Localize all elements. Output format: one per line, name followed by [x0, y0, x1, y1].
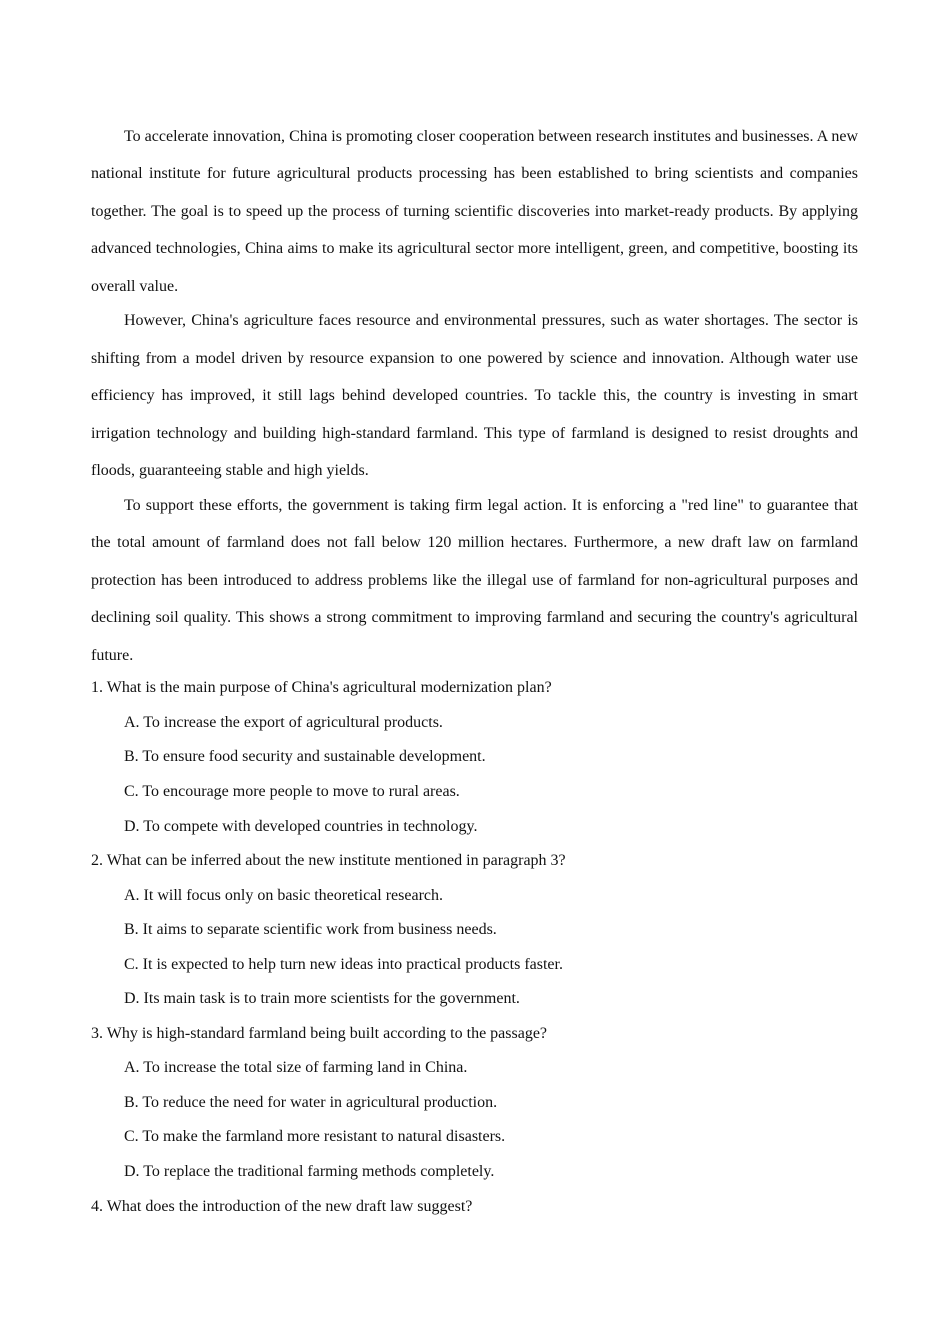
- answer-option: A. It will focus only on basic theoretical research.: [124, 886, 443, 904]
- answer-option: B. To reduce the need for water in agricultural production.: [124, 1093, 498, 1111]
- answer-option: D. Its main task is to train more scientists for the government.: [124, 990, 520, 1008]
- answer-option: D. To compete with developed countries in technology.: [124, 817, 478, 835]
- answer-option: A. To increase the export of agricultural products.: [124, 713, 443, 731]
- answer-option: C. It is expected to help turn new ideas into practical products faster.: [124, 955, 563, 973]
- questions-section: [91, 671, 858, 1224]
- paragraph: However, China's agriculture faces resource and environmental pressures, such as water shortages. The sector is shifting from a model driven by resource expansion to one powered by science and innovation. Although water use efficiency has improved, it still lags behind developed countries. To tackle this, the country is investing in smart irrigation technology and building high-standard farmland. This type of farmland is designed to resist droughts and floods, guaranteeing stable and high yields.: [91, 312, 858, 480]
- answer-option: B. It aims to separate scientific work from business needs.: [124, 921, 497, 939]
- answer-option: A. To increase the total size of farming land in China.: [124, 1059, 468, 1077]
- paragraph: To accelerate innovation, China is promoting closer cooperation between research institutes and businesses. A new national institute for future agricultural products processing has been established to bring scientists and companies together. The goal is to speed up the process of turning scientific discoveries into market-ready products. By applying advanced technologies, China aims to make its agricultural sector more intelligent, green, and competitive, boosting its overall value.: [91, 128, 858, 295]
- answer-option: C. To make the farmland more resistant to natural disasters.: [124, 1128, 506, 1146]
- answer-option: C. To encourage more people to move to rural areas.: [124, 782, 460, 800]
- question: 2. What can be inferred about the new institute mentioned in paragraph 3?: [91, 852, 566, 870]
- question: 3. Why is high-standard farmland being built according to the passage?: [91, 1024, 548, 1042]
- question: 1. What is the main purpose of China's agricultural modernization plan?: [91, 679, 552, 697]
- question: 4. What does the introduction of the new draft law suggest?: [91, 1197, 473, 1215]
- answer-option: B. To ensure food security and sustainable development.: [124, 748, 486, 766]
- document-page: [91, 118, 858, 1224]
- answer-option: D. To replace the traditional farming methods completely.: [124, 1162, 495, 1180]
- paragraph: To support these efforts, the government is taking firm legal action. It is enforcing a "red line" to guarantee that the total amount of farmland does not fall below 120 million hectares. Furthermore, a new draft law on farmland protection has been introduced to address problems like the illegal use of farmland for non-agricultural purposes and declining soil quality. This shows a strong commitment to improving farmland and securing the country's agricultural future.: [91, 496, 858, 664]
